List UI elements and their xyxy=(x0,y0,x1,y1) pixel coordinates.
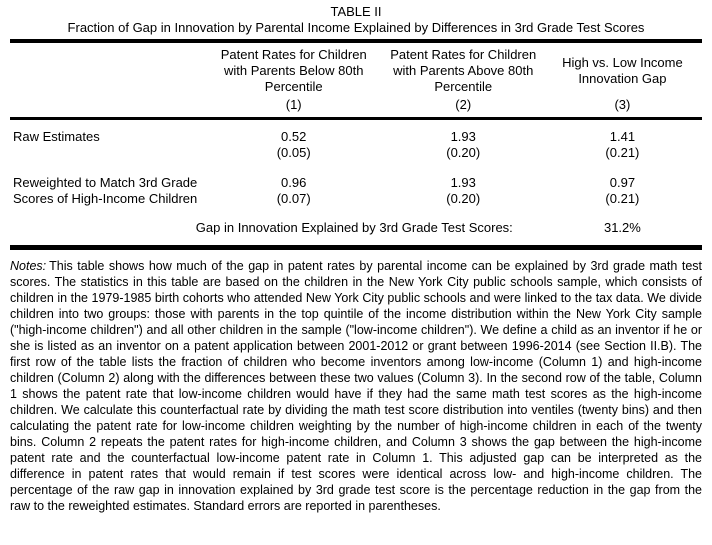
value-raw-col1: 0.52 xyxy=(281,129,307,144)
empty-number-cell xyxy=(10,95,204,119)
se-reweighted-col1: (0.07) xyxy=(276,191,311,206)
row-label-raw-estimates-line2 xyxy=(10,145,204,161)
column-header-3: High vs. Low Income Innovation Gap xyxy=(562,55,683,86)
value-raw-col2: 1.93 xyxy=(450,129,476,144)
column-headers-row xyxy=(10,41,702,95)
row-label-reweighted-line1: Reweighted to Match 3rd Grade xyxy=(13,175,198,190)
table-number-heading: TABLE II xyxy=(330,4,382,19)
column-numbers-row xyxy=(10,95,702,119)
table-notes xyxy=(10,258,702,514)
row-label-reweighted-line2: Scores of High-Income Children xyxy=(13,191,198,206)
column-header-2: Patent Rates for Children with Parents Above 80th Percentile xyxy=(390,47,537,94)
column-number-2: (2) xyxy=(384,95,543,119)
spacer-row xyxy=(10,119,702,130)
table-title: Fraction of Gap in Innovation by Parental Income Explained by Differences in 3rd Grade Test Scores xyxy=(67,20,645,35)
spacer-row xyxy=(10,161,702,175)
se-reweighted-col2: (0.20) xyxy=(446,191,481,206)
column-header-1: Patent Rates for Children with Parents Below 80th Percentile xyxy=(220,47,367,94)
row-raw-estimates-std-errors xyxy=(10,145,702,161)
se-raw-col3: (0.21) xyxy=(605,145,640,160)
value-reweighted-col2: 1.93 xyxy=(450,175,476,190)
column-number-1: (1) xyxy=(204,95,384,119)
summary-row xyxy=(10,220,702,236)
empty-header-cell xyxy=(10,41,204,95)
row-label-raw-estimates: Raw Estimates xyxy=(13,129,100,144)
spacer-row xyxy=(10,207,702,220)
summary-value: 31.2% xyxy=(603,220,641,235)
column-number-3: (3) xyxy=(543,95,702,119)
summary-label: Gap in Innovation Explained by 3rd Grade Test Scores: xyxy=(195,220,513,235)
spacer-row xyxy=(10,236,702,248)
row-raw-estimates-values xyxy=(10,129,702,145)
se-raw-col2: (0.20) xyxy=(446,145,481,160)
notes-label: Notes: xyxy=(10,259,47,273)
se-reweighted-col3: (0.21) xyxy=(605,191,640,206)
value-reweighted-col3: 0.97 xyxy=(609,175,636,190)
row-reweighted-std-errors xyxy=(10,191,702,207)
value-reweighted-col1: 0.96 xyxy=(281,175,307,190)
results-table xyxy=(10,39,702,250)
notes-text: This table shows how much of the gap in patent rates by parental income can be explained by 3rd grade math test scores. The statistics in this table are based on the children in the New York City public schools sample, which consists of children in the 1979-1985 birth cohorts who attended New York City public schools and were linked to the tax data. We divide children into two groups: those with parents in the top quintile of the income distribution within the New York City sample ("high-income children") and all other children in the sample ("low-income children"). We define a child as an inventor if he or she is listed as an inventor on a patent application between 2001-2012 or grant between 1996-2014 (see Section II.B). The first row of the table lists the fraction of children who become inventors among low-income (Column 1) and high-income children (Column 2) along with the differences between these two values (Column 3). In the second row of the table, Column 1 shows the patent rate that low-income children would have if they had the same math test scores as the high-income children. We calculate this counterfactual rate by dividing the math test score distribution into ventiles (twenty bins) and then calculating the patent rate for low-income children weighting by the number of high-income children in each of the twenty bins. Column 2 repeats the patent rates for high-income children, and Column 3 shows the gap between the high-income patent rate and the counterfactual low-income patent rate in Column 1. This adjusted gap can be interpreted as the difference in patent rates that would remain if test scores were identical across low- and high-income children. The percentage of the raw gap in innovation explained by 3rd grade test score is the percentage reduction in the gap from the raw to the reweighted estimates. Standard errors are reported in parentheses. xyxy=(10,259,702,513)
value-raw-col3: 1.41 xyxy=(609,129,636,144)
se-raw-col1: (0.05) xyxy=(276,145,311,160)
row-reweighted-values xyxy=(10,175,702,191)
